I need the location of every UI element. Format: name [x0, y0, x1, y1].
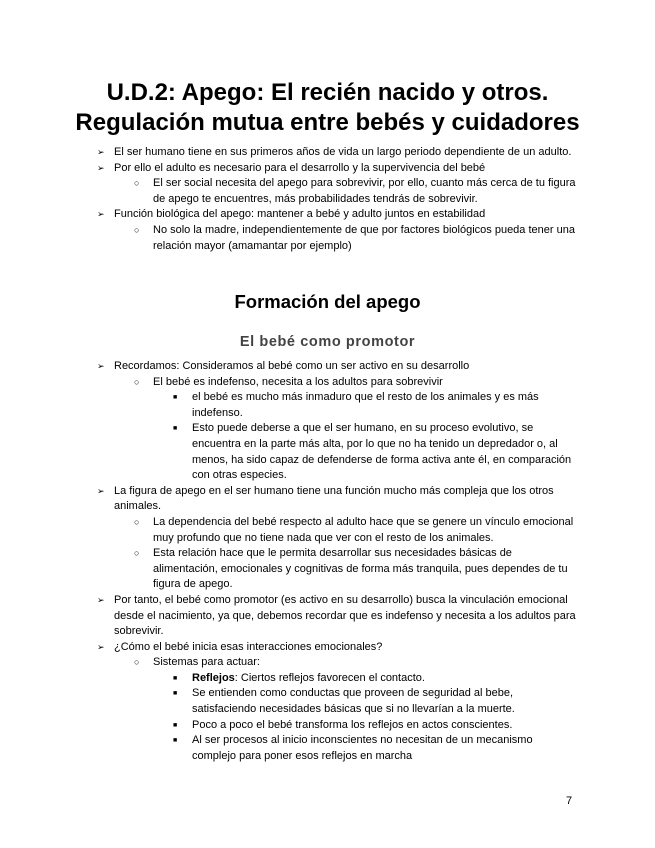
square-bullet-icon: ■ [173, 721, 178, 729]
list-item: ➢ Por ello el adulto es necesario para el desarrollo y la supervivencia del bebé [0, 161, 655, 177]
arrow-bullet-icon: ➢ [97, 485, 105, 496]
list-item: ➢ Recordamos: Consideramos al bebé como un ser activo en su desarrollo [0, 359, 655, 375]
list-item: ■ Poco a poco el bebé transforma los reflejos en actos conscientes. [0, 718, 655, 734]
list-item: ■ Se entienden como conductas que proveen de seguridad al bebe, satisfaciendo necesidades básicas que si no llevarían a la muerte. [173, 687, 515, 716]
list-item: ■ el bebé es mucho más inmaduro que el resto de los animales y es más indefenso. [173, 391, 539, 419]
list-item: ➢ La figura de apego en el ser humano tiene una función mucho más compleja que los otros animales. [97, 484, 554, 513]
subsection-title: El bebé como promotor [239, 334, 416, 350]
square-bullet-icon: ■ [173, 737, 178, 745]
arrow-bullet-icon: ➢ [97, 209, 105, 220]
circle-bullet-icon: ○ [134, 516, 140, 527]
page-number: 7 [566, 795, 573, 807]
circle-bullet-icon: ○ [134, 548, 140, 559]
list-item: ○ Sistemas para actuar: [0, 655, 655, 671]
square-bullet-icon: ■ [173, 674, 178, 682]
body-list [0, 359, 655, 764]
intro-list [0, 145, 655, 254]
square-bullet-icon: ■ [173, 425, 178, 433]
list-item: ○ La dependencia del bebé respecto al adulto hace que se genere un vínculo emocional muy profundo que no tiene nada que ver con el resto de los animales. [134, 515, 574, 544]
list-item: ➢ ¿Cómo el bebé inicia esas interacciones emocionales? [0, 640, 655, 656]
circle-bullet-icon: ○ [134, 224, 140, 235]
section-title: Formación del apego [234, 291, 421, 312]
list-item: ○ El ser social necesita del apego para sobrevivir, por ello, cuanto más cerca de tu figura de apego te encuentres, más probabilidades tendrás de sobrevivir. [134, 177, 576, 205]
list-item: ■ Al ser procesos al inicio inconscientes no necesitan de un mecanismo complejo para poner esos reflejos en marcha [173, 734, 533, 762]
reflejos-term: Reflejos [192, 671, 235, 684]
circle-bullet-icon: ○ [134, 376, 140, 387]
arrow-bullet-icon: ➢ [97, 641, 105, 652]
arrow-bullet-icon: ➢ [97, 147, 105, 157]
list-item: ➢ Por tanto, el bebé como promotor (es activo en su desarrollo) busca la vinculación emocional desde el nacimiento, ya que, debemos recordar que es indefenso y necesita a los adultos para sobrevivir. [97, 593, 576, 638]
list-item: ■ Reflejos: Ciertos reflejos favorecen el contacto. [0, 671, 655, 687]
list-item: ○ No solo la madre, independientemente de que por factores biológicos pueda tener una relación mayor (amamantar por ejemplo) [134, 223, 575, 252]
list-item: ■ Esto puede deberse a que el ser humano, en su proceso evolutivo, se encuentra en la parte más alta, por lo que no ha tenido un depredador o, al menos, ha sido capaz de defenderse de forma activa ante él, en comparación con otras especies. [173, 422, 572, 482]
square-bullet-icon: ■ [173, 394, 178, 402]
list-item: ○ El bebé es indefenso, necesita a los adultos para sobrevivir [0, 375, 655, 391]
square-bullet-icon: ■ [173, 690, 178, 698]
arrow-bullet-icon: ➢ [97, 162, 105, 173]
circle-bullet-icon: ○ [134, 178, 140, 189]
list-item: ➢ Función biológica del apego: mantener a bebé y adulto juntos en estabilidad [0, 207, 655, 223]
page-title: U.D.2: Apego: El recién nacido y otros. Regulación mutua entre bebés y cuidadores [75, 79, 580, 136]
arrow-bullet-icon: ➢ [97, 594, 105, 605]
circle-bullet-icon: ○ [134, 657, 140, 668]
list-item: ○ Esta relación hace que le permita desarrollar sus necesidades básicas de alimentación, emocionales y cognitivas de forma más tranquila, pues dependes de tu figura de apego. [134, 547, 568, 591]
arrow-bullet-icon: ➢ [97, 361, 105, 371]
list-item: ➢ El ser humano tiene en sus primeros años de vida un largo periodo dependiente de un adulto. [0, 145, 655, 161]
